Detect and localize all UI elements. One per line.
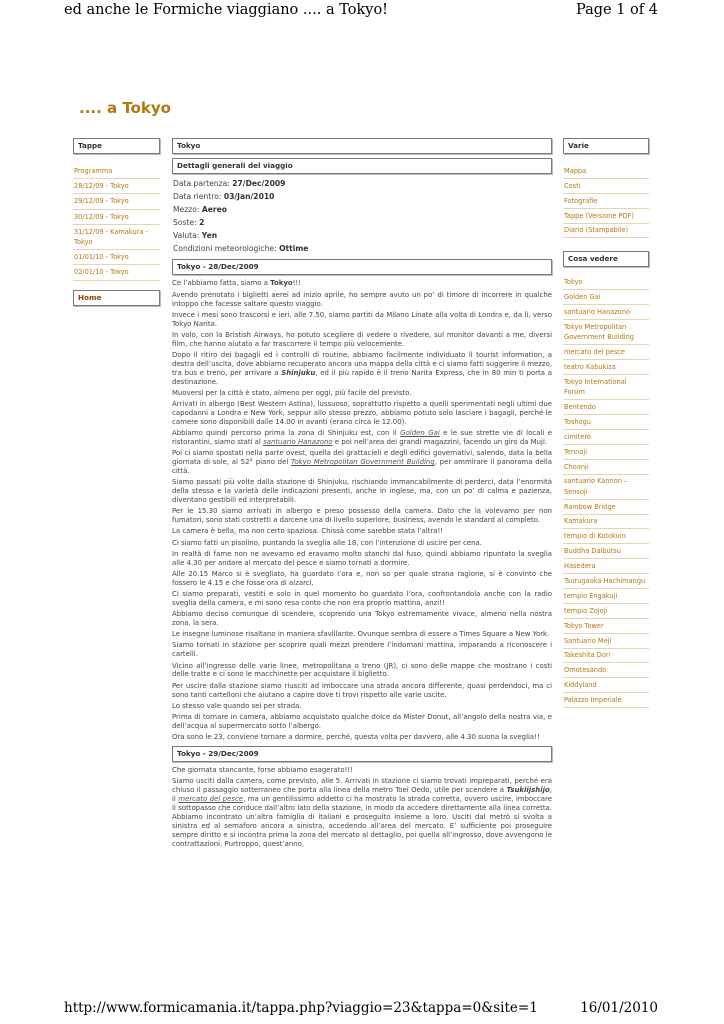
detail-valuta: Valuta: Yen [173, 230, 218, 240]
cosa-vedere-item[interactable]: Golden Gai [563, 290, 649, 305]
cosa-vedere-item[interactable]: teatro Kabukiza [563, 360, 649, 375]
print-header-page: Page 1 of 4 [576, 2, 658, 18]
paragraph: La camera è bella, ma non certo spaziosa. Chissà come sarebbe stata l’altra!! [172, 527, 444, 536]
tappe-item[interactable]: 01/01/10 - Tokyo [73, 250, 160, 265]
tokyo-metropolitan-link[interactable]: Tokyo Metropolitan Government Building [291, 458, 435, 467]
cosa-vedere-heading: Cosa vedere [563, 251, 649, 267]
cosa-vedere-item[interactable]: Tennoji [563, 445, 649, 460]
paragraph: Siamo passati più volte dalla stazione di Shinjuku, rischiando immancabilmente di perderci, data l’enormità della stessa e la varietà delle indicazioni presenti, anche in inglese, ma, con un po’ di calma e pazienza, diventano gestibili ed interpretabili. [172, 478, 552, 505]
paragraph: Ci siamo fatti un pisolino, puntando la sveglia alle 18, con l’intenzione di uscire per cena. [172, 538, 482, 547]
cosa-vedere-item[interactable]: Toshogu [563, 415, 649, 430]
cosa-vedere-item[interactable]: Kiddyland [563, 678, 649, 693]
cosa-vedere-list [563, 275, 649, 708]
print-header [0, 2, 724, 22]
santuario-hanazono-link[interactable]: santuario Hanazono [263, 438, 333, 447]
cosa-vedere-item[interactable]: Hasedera [563, 559, 649, 574]
cosa-vedere-item[interactable]: Bentendo [563, 400, 649, 415]
cosa-vedere-item[interactable]: Santuario Meji [563, 634, 649, 649]
cosa-vedere-item[interactable]: Tsurugaoka Hachimangu [563, 574, 649, 589]
varie-item[interactable]: Fotografie [563, 194, 649, 209]
home-link[interactable]: Home [73, 290, 160, 306]
mercato-del-pesce-link[interactable]: mercato del pesce [178, 794, 244, 803]
print-footer-date: 16/01/2010 [580, 1000, 658, 1016]
cosa-vedere-item[interactable]: tempio Engakuji [563, 589, 649, 604]
varie-heading: Varie [563, 138, 649, 154]
cosa-vedere-item[interactable]: santuario Kannon – Sensoji [563, 475, 649, 500]
detail-meteo: Condizioni meteorologiche: Ottime [173, 243, 309, 253]
details-heading: Dettagli generali del viaggio [172, 158, 552, 174]
main-content [172, 138, 552, 851]
paragraph: In volo, con la Bristish Airways, ho potuto scegliere di vedere o rivedere, sul monitor davanti a me, diversi film, che hanno aiutato a far trascorrere il tempo più velocemente. [172, 330, 552, 348]
tappe-heading: Tappe [73, 138, 160, 154]
cosa-vedere-item[interactable]: mercato del pesce [563, 345, 649, 360]
day1-text [172, 279, 552, 742]
main-heading: Tokyo [172, 138, 552, 154]
detail-mezzo: Mezzo: Aereo [173, 204, 227, 214]
paragraph: Per le 15.30 siamo arrivati in albergo e preso possesso della camera. Dato che la volevamo per non fumatori, sono stati costretti a darcene una di livello superiore, business, avendo le standard al completo. [172, 507, 552, 525]
cosa-vedere-item[interactable]: Tokyo [563, 275, 649, 290]
paragraph: Avendo prenotato i biglietti aerei ad inizio aprile, ho sempre avuto un po’ di timore di incorrere in qualche intoppo che facesse saltare questo viaggio. [172, 290, 552, 308]
varie-item[interactable]: Tappe (Versione PDF) [563, 209, 649, 224]
day2-heading: Tokyo - 29/Dec/2009 [172, 746, 552, 762]
print-header-title: ed anche le Formiche viaggiano .... a Tokyo! [64, 2, 389, 18]
varie-item[interactable]: Costi [563, 179, 649, 194]
paragraph: Ce l’abbiamo fatta, siamo a Tokyo!!! [172, 279, 301, 288]
print-footer-url: http://www.formicamania.it/tappa.php?viaggio=23&tappa=0&site=1 [64, 1000, 538, 1016]
tappe-item[interactable]: 29/12/09 - Tokyo [73, 194, 160, 209]
cosa-vedere-item[interactable]: Tokyo International Forum [563, 375, 649, 400]
tappe-item[interactable]: Programma [73, 164, 160, 179]
cosa-vedere-item[interactable]: Tokyo Tower [563, 619, 649, 634]
right-sidebar [563, 138, 649, 708]
paragraph: Che giornata stancante, forse abbiamo esagerato!!! [172, 765, 353, 774]
varie-item[interactable]: Diario (Stampabile) [563, 224, 649, 239]
paragraph: Abbiamo quindi percorso prima la zona di Shinjuku est, con il Golden Gai e le sue strette vie di locali e ristorantini, siamo stati al santuario Hanazono e poi nell’area dei grandi magazzini, facendo un giro da Muji. [172, 429, 552, 447]
paragraph: Prima di tornare in camera, abbiamo acquistato qualche dolce da Mister Donut, all’angolo della nostra via, e dell’acqua al supermercato sotto l’albergo. [172, 712, 552, 730]
day2-text [172, 766, 552, 848]
paragraph: Per uscire dalla stazione siamo riusciti ad imboccare una strada ancora differente, quasi perdendoci, ma ci sono tanti cartelloni che aiutano a capire dove ti trovi rispetto alle varie uscite. [172, 681, 552, 699]
tappe-item[interactable]: 30/12/09 - Tokyo [73, 210, 160, 225]
page-title: .... a Tokyo [79, 99, 171, 117]
tappe-list [73, 164, 160, 281]
cosa-vedere-item[interactable]: cimitero [563, 430, 649, 445]
paragraph: Poi ci siamo spostati nella parte ovest, quella dei grattacieli e degli edifici governativi, salendo, data la bella giornata di sole, al 52° piano del Tokyo Metropolitan Government Building, per ammirare il panorama della città. [172, 449, 552, 476]
varie-list [563, 164, 649, 238]
cosa-vedere-item[interactable]: Tokyo Metropolitan Government Building [563, 320, 649, 345]
varie-item[interactable]: Mappa [563, 164, 649, 179]
cosa-vedere-item[interactable]: Palazzo Imperiale [563, 693, 649, 708]
detail-rientro: Data rientro: 03/Jan/2010 [173, 191, 275, 201]
paragraph: Muoversi per la città è stato, almeno per oggi, più facile del previsto. [172, 388, 412, 397]
paragraph: Siamo tornati in stazione per scoprire quali mezzi prendere l’indomani mattina, imparando a riconoscere i cartelli. [172, 641, 552, 659]
paragraph: Abbiamo deciso comunque di scendere, scoprendo una Tokyo estremamente vivace, almeno nella nostra zona, la sera. [172, 610, 552, 627]
paragraph: Ora sono le 23, conviene tornare a dormire, perché, questa volta per davvero, alle 4.30 suona la sveglia!! [172, 733, 540, 742]
detail-soste: Soste: 2 [173, 217, 205, 227]
cosa-vedere-item[interactable]: Choanji [563, 460, 649, 475]
tappe-item[interactable]: 31/12/09 - Kamakura - Tokyo [73, 225, 160, 250]
trip-details [173, 178, 552, 255]
cosa-vedere-item[interactable]: tempio Zojoji [563, 604, 649, 619]
tappe-item[interactable]: 28/12/09 - Tokyo [73, 179, 160, 194]
cosa-vedere-item[interactable]: santuario Hanazono [563, 305, 649, 320]
cosa-vedere-item[interactable]: Buddha Daibutsu [563, 544, 649, 559]
paragraph: Arrivati in albergo (Best Western Astina), lussuoso, soprattutto rispetto a quelli sperimentati negli ultimi due capodanni a Londra e New York, seppur allo stesso prezzo, abbiamo potuto solo lasciare i bagagli, perché le camere sono disponibili dalle 14.00 in avanti (erano circa le 12.00). [172, 400, 552, 426]
left-sidebar [73, 138, 160, 306]
cosa-vedere-item[interactable]: Takeshita Dori [563, 649, 649, 664]
paragraph: Lo stesso vale quando sei per strada. [172, 701, 302, 710]
paragraph: Le insegne luminose risaltano in maniera sfavillante. Ovunque sembra di essere a Times Square a New York. [172, 630, 550, 639]
paragraph: Dopo il ritiro dei bagagli ed i controlli di routine, abbiamo facilmente individuato il tourist information, a destra dell’uscita, dove abbiamo recuperato ancora una mappa della città e ci siamo fatti suggerire il mezzo, tra bus e treno, per arrivare a Shinjuku, ed il più rapido è il treno Narita Express, che in 80 min ti porta a destinazione. [172, 350, 552, 386]
paragraph: Invece i mesi sono trascorsi e ieri, alle 7.50, siamo partiti da Milano Linate alla volta di Londra e, da lì, verso Tokyo Narita. [172, 310, 552, 328]
cosa-vedere-item[interactable]: Rainbow Bridge [563, 500, 649, 515]
day1-heading: Tokyo - 28/Dec/2009 [172, 259, 552, 275]
cosa-vedere-item[interactable]: Omotesando [563, 663, 649, 678]
cosa-vedere-item[interactable]: Kamakura [563, 515, 649, 530]
detail-partenza: Data partenza: 27/Dec/2009 [173, 179, 286, 188]
cosa-vedere-item[interactable]: tempio di Kotokuin [563, 529, 649, 544]
print-footer [0, 1000, 724, 1020]
paragraph: In realtà di fame non ne avevamo ed eravamo molto stanchi dal fuso, quindi abbiamo ripuntato la sveglia alle 4.30 per andare al mercato del pesce e siamo tornati a dormire. [172, 549, 552, 567]
golden-gai-link[interactable]: Golden Gai [400, 429, 440, 438]
paragraph: Alle 20.15 Marco si è svegliato, ha guardato l’ora e, non so per quale strana ragione, si è convinto che fossero le 4.15 e che fosse ora di alzarci. [172, 569, 552, 587]
paragraph: Vicino all’ingresso delle varie linee, metropolitana o treno (JR), ci sono delle mappe che mostrano i costi delle tratte e ci sono le macchinette per acquistare il biglietto. [172, 661, 552, 679]
cosa-vedere-box [563, 251, 649, 267]
tappe-item[interactable]: 02/01/10 - Tokyo [73, 265, 160, 280]
paragraph: Siamo usciti dalla camera, come previsto, alle 5. Arrivati in stazione ci siamo trovati impreparati, perché era chiuso il passaggio sotterraneo che porta alla linea della metro Toei Oedo, utile per scendere a Tsukiijshijo, il mercato del pesce, ma un gentilissimo addetto ci ha mostrato la strada corretta, ovvero uscire, imboccare il sottopasso che conduce dall’altro lato della stazione, in modo da accedere direttamente alla linea corretta. Abbiamo incontrato un’altra famiglia di italiani e proseguito insieme a loro. Usciti dal metrò si svolta a sinistra ed al semaforo ancora a sinistra, accedendo all’area del mercato. E’ sufficiente poi proseguire sempre diritto e si incontra prima la zona del mercato al dettaglio, poi quella all’ingrosso, dove avvengono le contrattazioni. Purtroppo, quest’anno, [172, 777, 552, 848]
paragraph: Ci siamo preparati, vestiti e solo in quel momento ho guardato l’ora, confrontandola anche con la radio sveglia della camera, e mi sono resa conto che non era proprio mattina, anzi!! [172, 589, 552, 607]
home-box [73, 290, 160, 306]
